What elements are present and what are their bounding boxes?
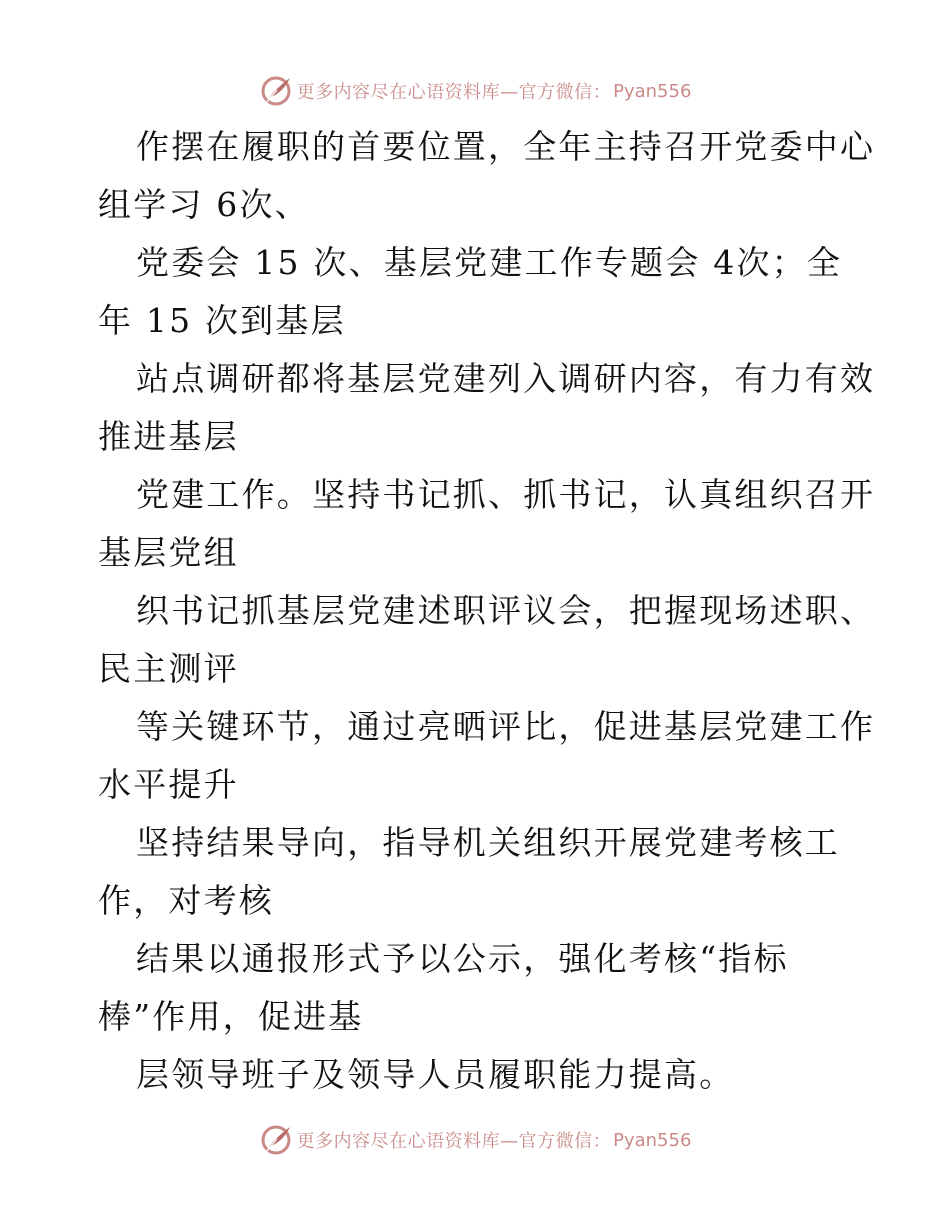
watermark-text: 更多内容尽在心语资料库—官方微信： [296, 82, 612, 103]
watermark-handle: Pyan556 [613, 1129, 692, 1151]
text-line: 民主测评 [98, 649, 239, 688]
text-line: 织书记抓基层党建述职评议会，把握现场述职、 [136, 591, 876, 630]
footer-watermark [0, 1118, 950, 1162]
feather-quill-icon [259, 1123, 293, 1157]
watermark-text: 更多内容尽在心语资料库—官方微信： [296, 1131, 612, 1152]
text-line: 组学习 6次、 [98, 185, 310, 224]
text-line: 层领导班子及领导人员履职能力提高。 [136, 1055, 735, 1094]
text-line: 年 15 次到基层 [98, 301, 346, 340]
text-line: 水平提升 [98, 765, 239, 804]
text-line: 推进基层 [98, 417, 239, 456]
text-line: 基层党组 [98, 533, 239, 572]
text-line: 作摆在履职的首要位置，全年主持召开党委中心 [136, 127, 876, 166]
text-line: 党委会 15 次、基层党建工作专题会 4次；全 [136, 243, 843, 282]
text-line: 坚持结果导向，指导机关组织开展党建考核工 [136, 823, 840, 862]
text-line: 党建工作。坚持书记抓、抓书记，认真组织召开 [136, 475, 876, 514]
text-line: 站点调研都将基层党建列入调研内容，有力有效 [136, 359, 876, 398]
text-line: 作，对考核 [98, 881, 274, 920]
feather-quill-icon [259, 74, 293, 108]
header-watermark [0, 69, 950, 113]
text-line: 等关键环节，通过亮晒评比，促进基层党建工作 [136, 707, 876, 746]
document-body [98, 118, 876, 1104]
watermark-handle: Pyan556 [613, 80, 692, 102]
text-line: 棒”作用，促进基 [98, 997, 364, 1036]
text-line: 结果以通报形式予以公示，强化考核“指标 [136, 939, 789, 978]
